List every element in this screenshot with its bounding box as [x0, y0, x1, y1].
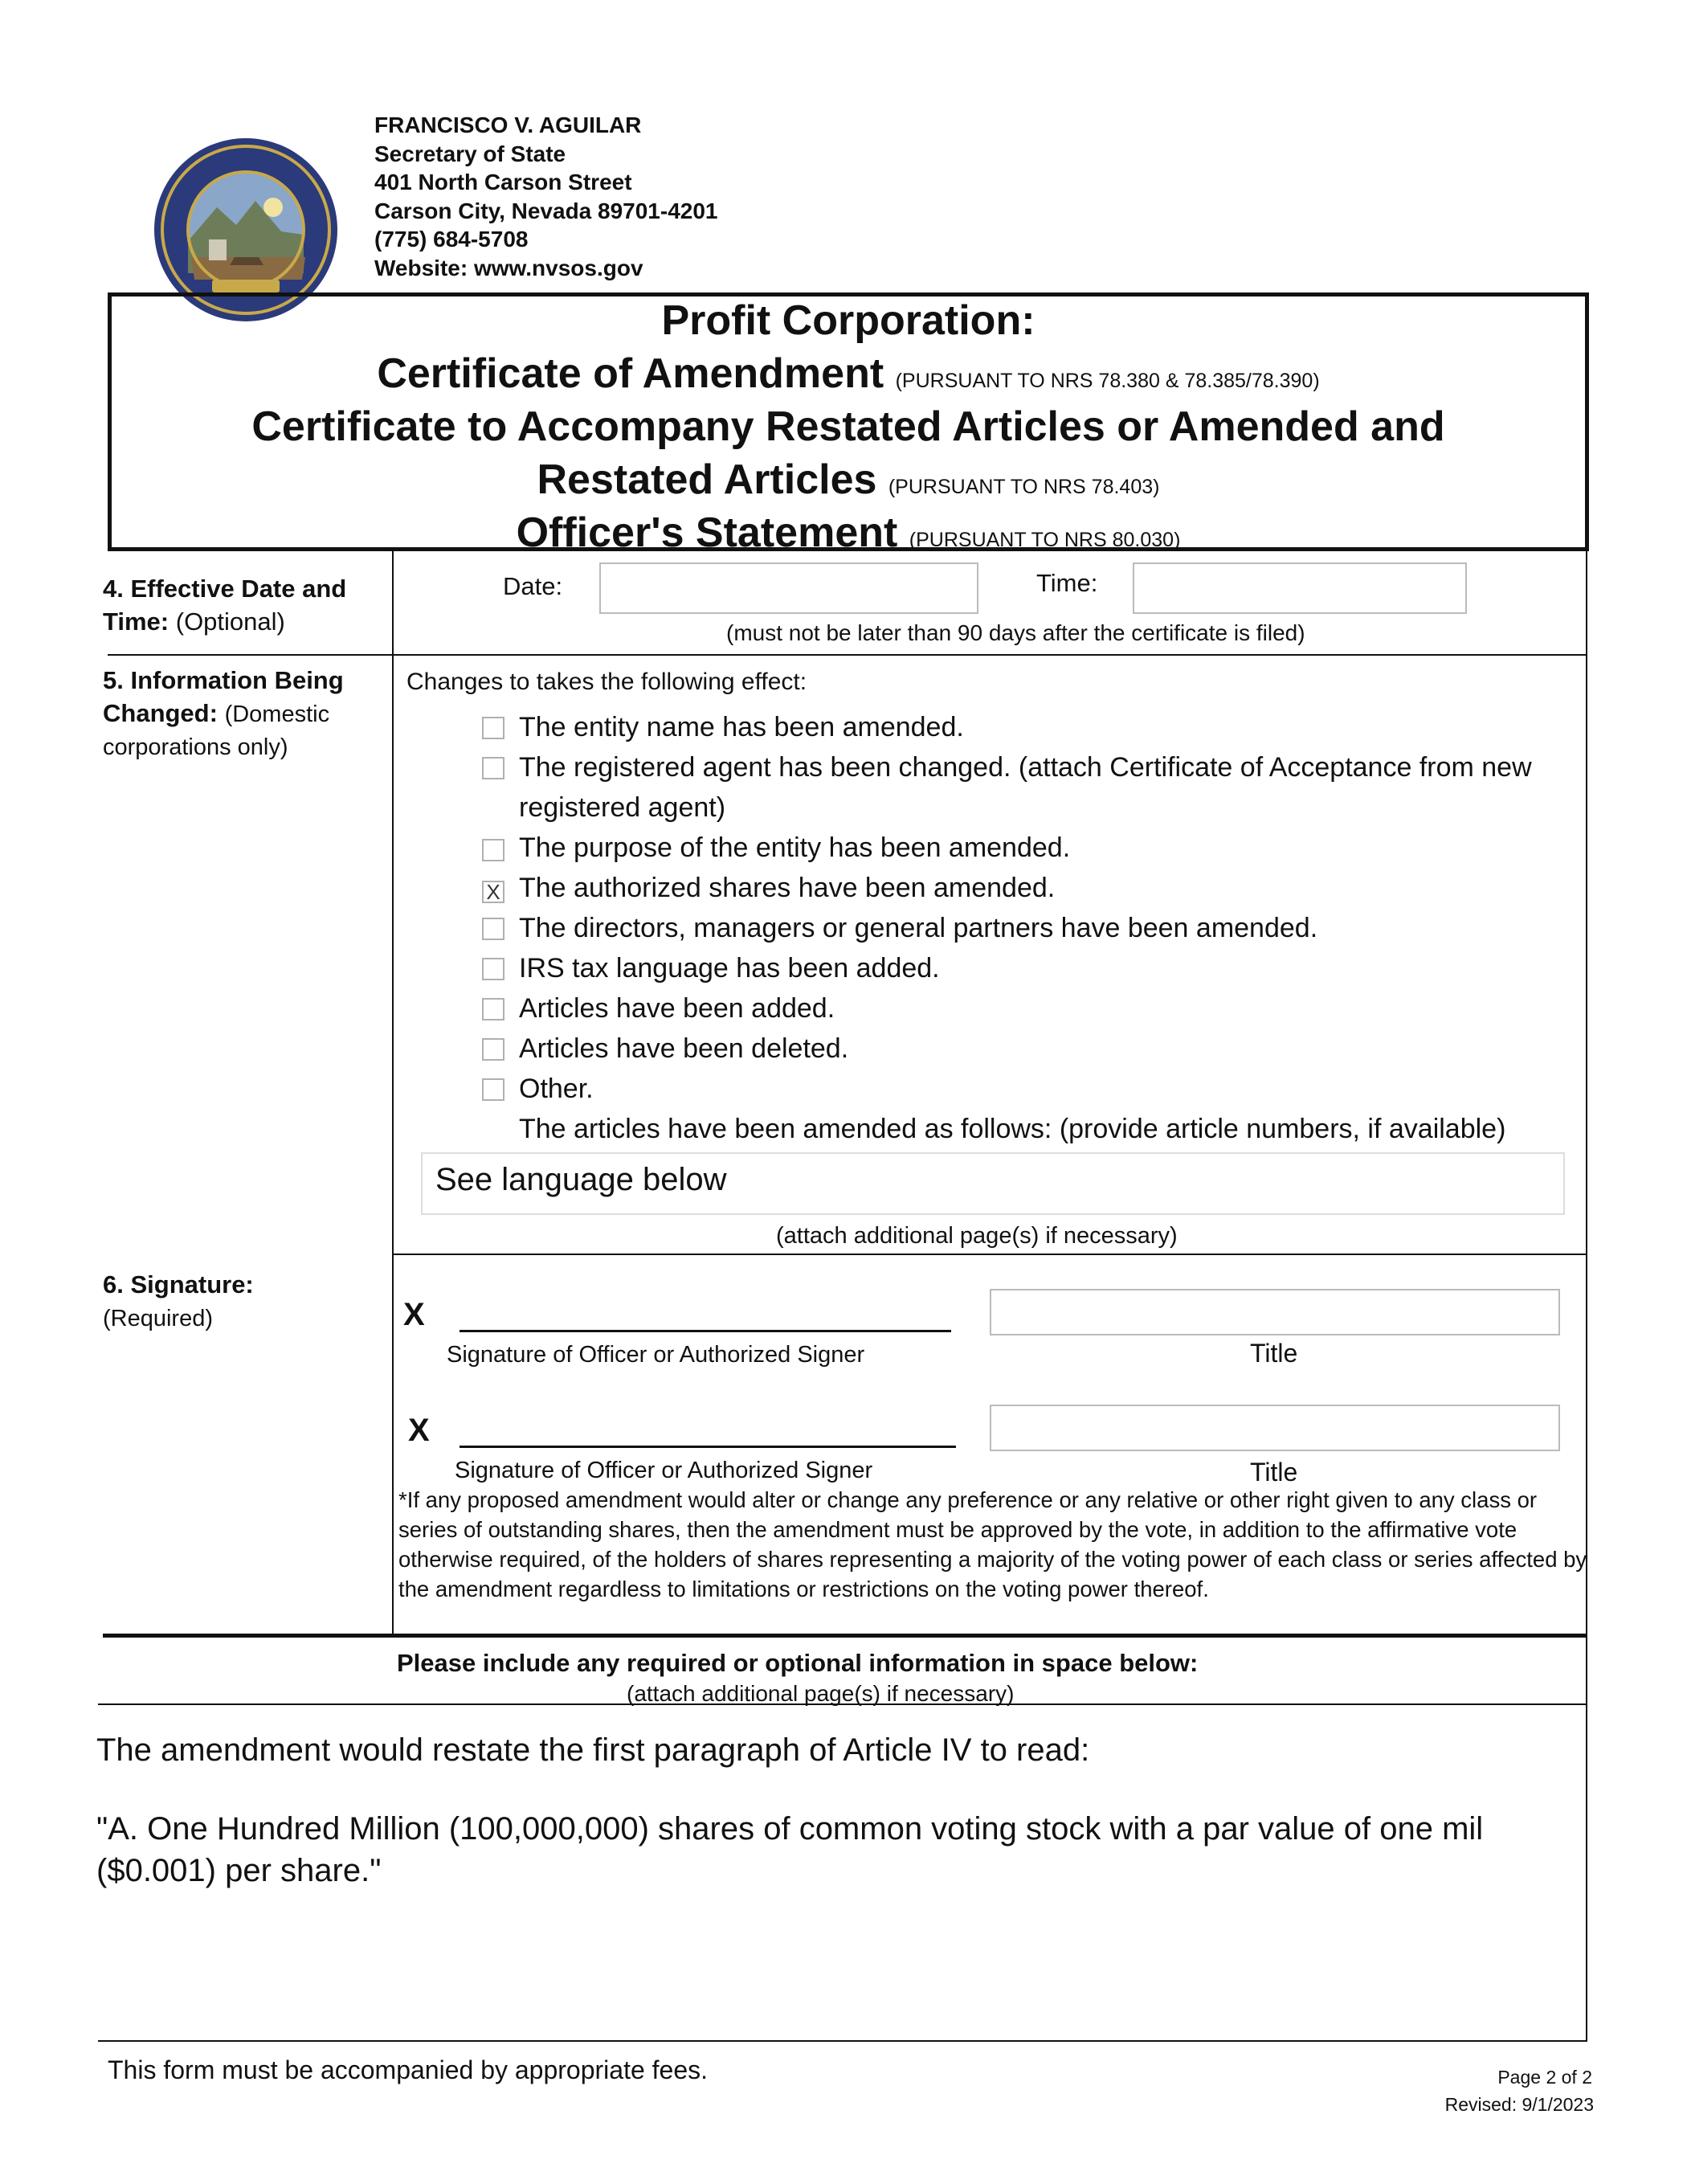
- changes-intro: Changes to takes the following effect:: [406, 669, 807, 695]
- option-registered-agent-label-cont: registered agent): [519, 792, 726, 823]
- title-officers-statement: Officer's Statement: [516, 509, 898, 556]
- signature-1-x: X: [403, 1297, 425, 1332]
- time-input[interactable]: [1133, 562, 1467, 614]
- date-label: Date:: [503, 572, 563, 600]
- amended-as-follows-label: The articles have been amended as follows: (provide article numbers, if available): [519, 1114, 1506, 1144]
- checkbox-registered-agent[interactable]: [482, 757, 504, 779]
- date-limit-note: (must not be later than 90 days after the certificate is filed): [726, 620, 1305, 645]
- time-label: Time:: [1036, 569, 1098, 597]
- section-divider-thick: [103, 1634, 1587, 1638]
- signature-2-line[interactable]: [460, 1446, 956, 1448]
- signature-1-caption: Signature of Officer or Authorized Signer: [447, 1342, 865, 1368]
- title-line-2: [112, 350, 1585, 398]
- checkbox-articles-deleted[interactable]: [482, 1038, 504, 1061]
- section-5-title-2: Changed:: [103, 699, 218, 727]
- revised-date: Revised: 9/1/2023: [1444, 2094, 1594, 2115]
- title-2-caption: Title: [1250, 1458, 1298, 1487]
- checkbox-entity-name[interactable]: [482, 717, 504, 739]
- option-directors-label: The directors, managers or general partners have been amended.: [519, 913, 1318, 943]
- option-purpose-label: The purpose of the entity has been amended.: [519, 832, 1071, 863]
- row-divider-4: [108, 654, 1587, 656]
- amendment-vote-footnote: *If any proposed amendment would alter or change any preference or any relative or other right given to any class or series of outstanding shares, then the amendment must be approved by the vote, in addition to the affirmative vote otherwise required, of the holders of shares representing a majority of the voting power of each class or series affected by the amendment regardless to limitations or restrictions on the voting power thereof.: [398, 1487, 1587, 1601]
- title-1-caption: Title: [1250, 1339, 1298, 1368]
- issuer-address-block: [374, 111, 718, 282]
- option-authorized-shares-label: The authorized shares have been amended.: [519, 873, 1056, 903]
- section-5-note: (Domestic: [224, 701, 330, 727]
- title-2-input[interactable]: [990, 1405, 1560, 1451]
- section-4-title-2: Time:: [103, 607, 170, 636]
- right-border: [1586, 551, 1587, 2042]
- section-6-required: (Required): [103, 1306, 213, 1331]
- title-line-1: Profit Corporation:: [661, 297, 1035, 344]
- form-title-box: [108, 292, 1589, 556]
- title-line-4: [112, 456, 1585, 504]
- section-6-label: [103, 1268, 389, 1334]
- section-4-label: [103, 572, 389, 638]
- fees-note: This form must be accompanied by appropriate fees.: [108, 2055, 709, 2084]
- title-line-3: Certificate to Accompany Restated Articles or Amended and: [251, 403, 1445, 450]
- title-line-2-note: (PURSUANT TO NRS 78.380 & 78.385/78.390): [895, 370, 1320, 392]
- section-4-title: 4. Effective Date and: [103, 575, 347, 603]
- option-entity-name-label: The entity name has been amended.: [519, 712, 964, 742]
- section-5-title: 5. Information Being: [103, 666, 344, 694]
- checkbox-directors[interactable]: [482, 918, 504, 940]
- phone: (775) 684-5708: [374, 227, 529, 252]
- signature-1-line[interactable]: [460, 1330, 951, 1332]
- additional-info-note: (attach additional page(s) if necessary): [627, 1681, 1015, 1706]
- additional-info-heading: Please include any required or optional information in space below:: [397, 1649, 1199, 1677]
- address-city: Carson City, Nevada 89701-4201: [374, 198, 718, 223]
- option-registered-agent-label: The registered agent has been changed. (attach Certificate of Acceptance from new: [519, 752, 1532, 783]
- title-line-4-note: (PURSUANT TO NRS 78.403): [888, 476, 1160, 498]
- title-restated-articles: Restated Articles: [537, 456, 877, 503]
- row-divider-5: [392, 1254, 1587, 1255]
- amendment-language-text: "A. One Hundred Million (100,000,000) shares of common voting stock with a par value of one mil ($0.001) per share.": [96, 1811, 1484, 1888]
- amended-articles-input[interactable]: See language below: [421, 1152, 1565, 1215]
- secretary-name: FRANCISCO V. AGUILAR: [374, 112, 642, 137]
- option-other-label: Other.: [519, 1074, 594, 1104]
- signature-2-caption: Signature of Officer or Authorized Signer: [455, 1458, 873, 1483]
- checkbox-authorized-shares[interactable]: X: [482, 881, 504, 903]
- title-line-5-note: (PURSUANT TO NRS 80.030): [909, 529, 1181, 551]
- checkbox-purpose[interactable]: [482, 839, 504, 861]
- address-street: 401 North Carson Street: [374, 170, 632, 194]
- section-6-title: 6. Signature:: [103, 1270, 254, 1299]
- label-column-divider: [392, 551, 394, 1636]
- signature-2-x: X: [408, 1413, 430, 1448]
- option-articles-deleted-label: Articles have been deleted.: [519, 1033, 849, 1064]
- option-irs-tax-label: IRS tax language has been added.: [519, 953, 940, 984]
- bottom-divider: [98, 2040, 1587, 2042]
- section-4-optional: (Optional): [175, 607, 285, 636]
- title-line-5: [112, 509, 1585, 557]
- checkbox-irs-tax[interactable]: [482, 958, 504, 980]
- amendment-intro-text: The amendment would restate the first paragraph of Article IV to read:: [96, 1732, 1090, 1768]
- attach-note-5: (attach additional page(s) if necessary): [776, 1223, 1178, 1249]
- section-5-note-2: corporations only): [103, 734, 288, 760]
- section-5-label: [103, 664, 389, 763]
- option-articles-added-label: Articles have been added.: [519, 993, 835, 1024]
- secretary-title: Secretary of State: [374, 141, 566, 166]
- date-input[interactable]: [599, 562, 978, 614]
- checkbox-other[interactable]: [482, 1078, 504, 1101]
- title-1-input[interactable]: [990, 1289, 1560, 1335]
- title-certificate-of-amendment: Certificate of Amendment: [377, 350, 884, 397]
- page-number: Page 2 of 2: [1497, 2067, 1592, 2088]
- website: Website: www.nvsos.gov: [374, 255, 643, 280]
- checkbox-articles-added[interactable]: [482, 998, 504, 1020]
